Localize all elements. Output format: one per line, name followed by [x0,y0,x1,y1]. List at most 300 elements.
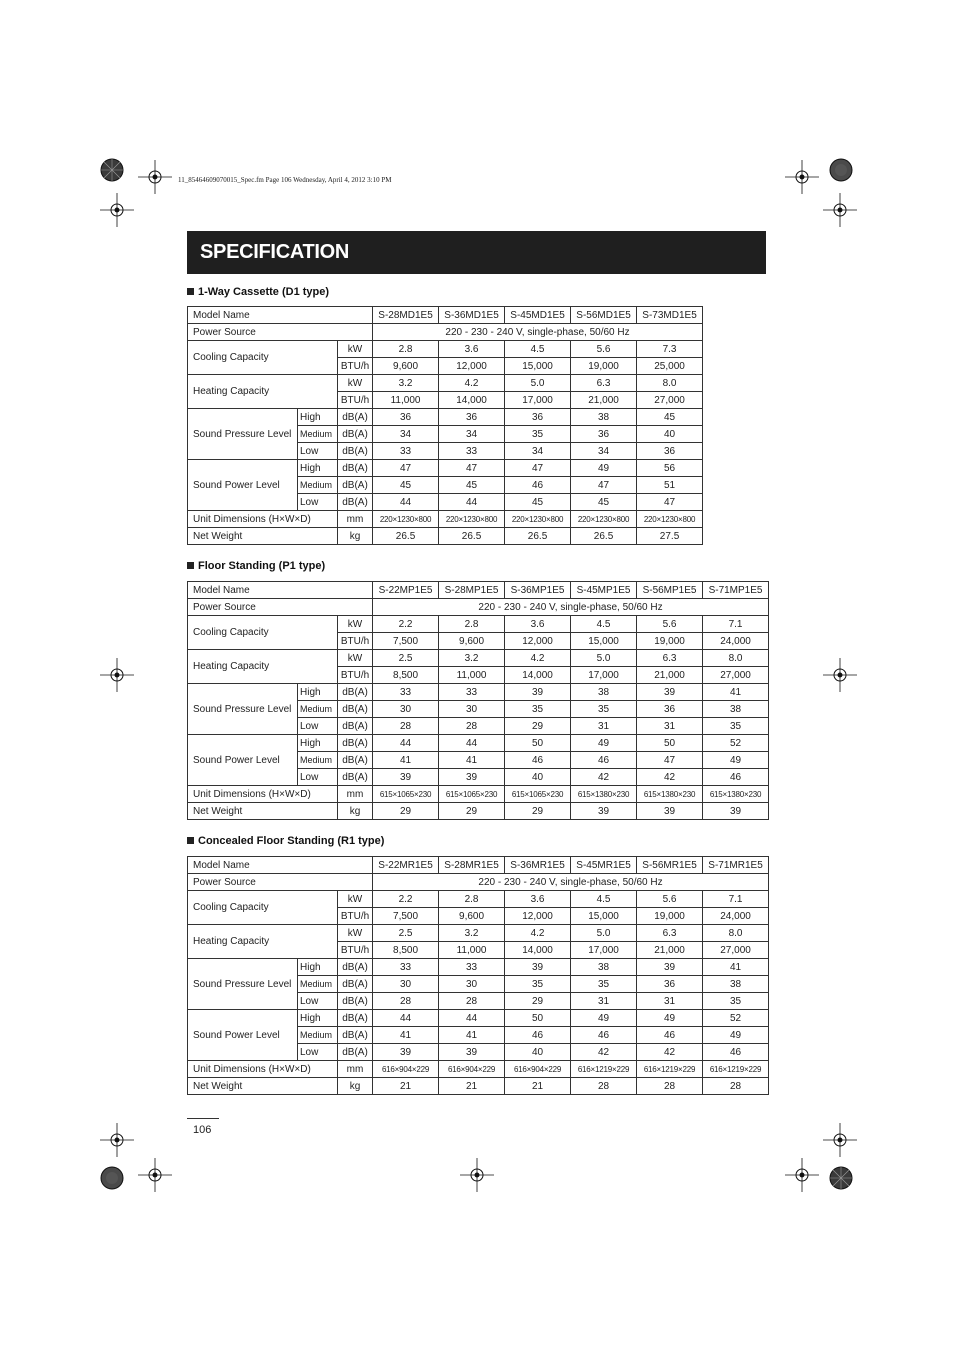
table-cell: 27.5 [637,528,703,545]
table-row [188,307,703,324]
table-cell: 39 [373,769,439,786]
table-cell: 8.0 [703,650,769,667]
table-cell: Medium [298,1027,338,1044]
table-cell: Power Source [188,324,373,341]
table-cell: S-56MD1E5 [571,307,637,324]
table-cell: 39 [637,959,703,976]
table-cell: 46 [505,752,571,769]
table-cell: 4.2 [505,925,571,942]
table-row [188,582,769,599]
table-cell: 50 [505,1010,571,1027]
table-cell: 3.2 [373,375,439,392]
table-cell: 42 [571,769,637,786]
table-cell: dB(A) [338,976,373,993]
table-cell: S-22MR1E5 [373,857,439,874]
table-cell: dB(A) [338,718,373,735]
table-cell: 49 [703,1027,769,1044]
table-cell: dB(A) [338,769,373,786]
table-cell: 615×1065×230 [505,786,571,803]
table-cell: BTU/h [338,633,373,650]
table-cell: 12,000 [439,358,505,375]
table-cell: 2.8 [373,341,439,358]
table-cell: 21 [505,1078,571,1095]
registration-mark-icon [100,193,134,227]
table-cell: 45 [373,477,439,494]
table-cell: Medium [298,976,338,993]
table-row [188,735,769,752]
section-heading-1way-cassette: 1-Way Cassette (D1 type) [187,286,329,298]
table-cell: 19,000 [637,908,703,925]
table-cell: 42 [637,769,703,786]
table-cell: S-45MP1E5 [571,582,637,599]
table-cell: 38 [571,684,637,701]
table-row [188,599,769,616]
table-cell: 38 [571,409,637,426]
table-cell: 616×1219×229 [637,1061,703,1078]
table-cell: 11,000 [439,667,505,684]
table-cell: Unit Dimensions (H×W×D) [188,786,338,803]
table-cell: 50 [637,735,703,752]
table-cell: Sound Pressure Level [188,684,298,735]
table-row [188,857,769,874]
table-cell: 45 [571,494,637,511]
table-cell: 36 [439,409,505,426]
table-row [188,460,703,477]
color-target-icon [829,158,853,182]
page-number-rule [187,1118,219,1119]
table-row [188,786,769,803]
table-cell: 616×1219×229 [571,1061,637,1078]
table-cell: S-36MD1E5 [439,307,505,324]
registration-mark-icon [785,1158,819,1192]
table-cell: 44 [373,494,439,511]
table-cell: 615×1380×230 [637,786,703,803]
table-cell: 4.5 [505,341,571,358]
table-cell: kW [338,375,373,392]
table-cell: dB(A) [338,752,373,769]
table-cell: 24,000 [703,633,769,650]
table-cell: 8,500 [373,667,439,684]
table-row [188,1078,769,1095]
table-row [188,684,769,701]
table-cell: S-45MD1E5 [505,307,571,324]
table-cell: 19,000 [571,358,637,375]
section-heading-concealed-floor-standing: Concealed Floor Standing (R1 type) [187,835,384,847]
table-cell: 39 [637,803,703,820]
table-cell: 35 [505,426,571,443]
table-cell: S-71MR1E5 [703,857,769,874]
spec-table-concealed-floor-standing [187,856,769,1095]
table-cell: 28 [571,1078,637,1095]
table-cell: dB(A) [338,426,373,443]
table-cell: 26.5 [505,528,571,545]
table-cell: 47 [637,494,703,511]
table-cell: 4.2 [505,650,571,667]
registration-mark-icon [785,160,819,194]
registration-mark-icon [138,1158,172,1192]
table-cell: 34 [505,443,571,460]
table-cell: 616×904×229 [439,1061,505,1078]
table-cell: 44 [373,1010,439,1027]
registration-mark-icon [138,160,172,194]
table-cell: 45 [439,477,505,494]
registration-mark-icon [100,658,134,692]
table-cell: 6.3 [637,925,703,942]
table-cell: 220×1230×800 [439,511,505,528]
table-cell: Net Weight [188,1078,338,1095]
table-cell: 39 [505,684,571,701]
table-cell: Low [298,443,338,460]
table-cell: 3.6 [439,341,505,358]
table-cell: 40 [637,426,703,443]
page-number: 106 [193,1124,212,1136]
table-cell: 45 [637,409,703,426]
table-cell: 5.0 [571,650,637,667]
table-cell: 28 [373,993,439,1010]
table-cell: 5.6 [637,891,703,908]
table-cell: 35 [571,701,637,718]
table-cell: 33 [373,443,439,460]
registration-mark-icon [100,1123,134,1157]
table-cell: 2.8 [439,616,505,633]
table-cell: kW [338,616,373,633]
table-cell: 50 [505,735,571,752]
table-cell: S-28MR1E5 [439,857,505,874]
table-cell: High [298,409,338,426]
table-row [188,324,703,341]
table-cell: BTU/h [338,392,373,409]
table-cell: 40 [505,769,571,786]
table-cell: High [298,959,338,976]
table-cell: 615×1065×230 [439,786,505,803]
registration-mark-icon [823,658,857,692]
table-cell: Heating Capacity [188,375,338,409]
table-cell: 46 [703,769,769,786]
table-row [188,375,703,392]
table-cell: 33 [439,443,505,460]
table-cell: 220×1230×800 [505,511,571,528]
table-cell: 38 [703,701,769,718]
table-cell: 4.5 [571,891,637,908]
table-cell: 14,000 [505,942,571,959]
table-cell: dB(A) [338,1027,373,1044]
table-cell: 36 [571,426,637,443]
table-cell: 51 [637,477,703,494]
table-cell: 33 [373,959,439,976]
table-cell: mm [338,511,373,528]
table-cell: Model Name [188,857,373,874]
table-cell: S-28MD1E5 [373,307,439,324]
table-cell: 615×1380×230 [571,786,637,803]
table-row [188,616,769,633]
table-cell: 615×1380×230 [703,786,769,803]
table-cell: Low [298,494,338,511]
table-cell: 220 - 230 - 240 V, single-phase, 50/60 Hz [373,874,769,891]
table-cell: S-22MP1E5 [373,582,439,599]
table-cell: 36 [373,409,439,426]
table-cell: 35 [505,701,571,718]
table-cell: Medium [298,701,338,718]
table-cell: 28 [439,993,505,1010]
table-cell: 35 [571,976,637,993]
table-cell: 39 [571,803,637,820]
table-cell: kW [338,650,373,667]
table-cell: 2.2 [373,616,439,633]
table-cell: 38 [703,976,769,993]
table-cell: 7.1 [703,616,769,633]
table-cell: S-45MR1E5 [571,857,637,874]
table-cell: 6.3 [571,375,637,392]
table-cell: BTU/h [338,942,373,959]
table-cell: 46 [505,1027,571,1044]
table-cell: dB(A) [338,959,373,976]
table-cell: High [298,684,338,701]
color-target-icon [829,1166,853,1190]
table-cell: dB(A) [338,443,373,460]
table-cell: 9,600 [373,358,439,375]
table-cell: 7,500 [373,633,439,650]
table-cell: 44 [439,494,505,511]
table-cell: kg [338,528,373,545]
table-cell: 220×1230×800 [571,511,637,528]
table-cell: 616×904×229 [373,1061,439,1078]
table-row [188,803,769,820]
table-cell: 14,000 [439,392,505,409]
table-cell: 52 [703,735,769,752]
table-cell: 34 [373,426,439,443]
table-cell: BTU/h [338,667,373,684]
table-cell: Sound Pressure Level [188,409,298,460]
table-cell: 11,000 [439,942,505,959]
table-cell: BTU/h [338,908,373,925]
table-cell: 33 [373,684,439,701]
table-row [188,341,703,358]
table-cell: Medium [298,752,338,769]
table-cell: dB(A) [338,477,373,494]
table-cell: Net Weight [188,803,338,820]
table-cell: 49 [571,460,637,477]
table-cell: S-71MP1E5 [703,582,769,599]
table-cell: 49 [637,1010,703,1027]
table-cell: 39 [637,684,703,701]
table-cell: 29 [505,718,571,735]
table-cell: Cooling Capacity [188,616,338,650]
table-cell: 31 [637,718,703,735]
table-row [188,959,769,976]
table-cell: 220 - 230 - 240 V, single-phase, 50/60 Hz [373,599,769,616]
title-banner [187,231,766,274]
spec-table-floor-standing [187,581,769,820]
table-cell: 5.0 [505,375,571,392]
table-cell: 15,000 [571,633,637,650]
table-cell: 29 [373,803,439,820]
table-cell: Heating Capacity [188,925,338,959]
table-cell: 2.8 [439,891,505,908]
table-cell: 36 [637,976,703,993]
page-title: SPECIFICATION [200,241,350,263]
color-target-icon [100,1166,124,1190]
table-cell: 41 [439,1027,505,1044]
spec-table-1way-cassette [187,306,703,545]
table-cell: 49 [571,735,637,752]
table-cell: 36 [637,701,703,718]
table-cell: 44 [373,735,439,752]
table-cell: 33 [439,959,505,976]
table-row [188,874,769,891]
table-cell: 616×904×229 [505,1061,571,1078]
table-cell: 29 [505,993,571,1010]
table-cell: 6.3 [637,650,703,667]
table-cell: 26.5 [373,528,439,545]
table-cell: S-56MR1E5 [637,857,703,874]
table-cell: 19,000 [637,633,703,650]
table-cell: 3.2 [439,650,505,667]
table-cell: Model Name [188,582,373,599]
table-cell: Low [298,769,338,786]
table-cell: 31 [571,993,637,1010]
table-cell: 616×1219×229 [703,1061,769,1078]
table-cell: 9,600 [439,633,505,650]
table-cell: kg [338,803,373,820]
table-cell: mm [338,1061,373,1078]
table-cell: 39 [505,959,571,976]
table-cell: kW [338,891,373,908]
table-row [188,1010,769,1027]
table-cell: 21,000 [637,942,703,959]
table-cell: 27,000 [703,667,769,684]
table-cell: 17,000 [571,942,637,959]
table-cell: Low [298,993,338,1010]
table-cell: 15,000 [505,358,571,375]
table-cell: Cooling Capacity [188,891,338,925]
table-cell: 39 [439,1044,505,1061]
table-cell: 26.5 [571,528,637,545]
table-cell: 4.2 [439,375,505,392]
table-cell: 7.3 [637,341,703,358]
table-cell: 30 [439,976,505,993]
table-cell: 25,000 [637,358,703,375]
table-cell: Unit Dimensions (H×W×D) [188,511,338,528]
table-cell: 30 [373,701,439,718]
table-cell: 27,000 [637,392,703,409]
table-row [188,650,769,667]
table-cell: High [298,460,338,477]
registration-mark-icon [460,1158,494,1192]
table-cell: dB(A) [338,460,373,477]
section-heading-floor-standing: Floor Standing (P1 type) [187,560,325,572]
table-cell: dB(A) [338,735,373,752]
table-cell: 47 [637,752,703,769]
table-cell: 34 [571,443,637,460]
table-cell: Unit Dimensions (H×W×D) [188,1061,338,1078]
table-cell: 11,000 [373,392,439,409]
table-row [188,925,769,942]
table-cell: 28 [373,718,439,735]
table-cell: 33 [439,684,505,701]
table-cell: Power Source [188,599,373,616]
table-cell: Sound Pressure Level [188,959,298,1010]
table-cell: kW [338,341,373,358]
table-cell: 8.0 [637,375,703,392]
table-cell: 24,000 [703,908,769,925]
table-cell: Net Weight [188,528,338,545]
table-cell: 2.2 [373,891,439,908]
table-cell: 5.0 [571,925,637,942]
table-cell: 41 [373,752,439,769]
square-bullet-icon [187,288,194,295]
table-cell: 5.6 [571,341,637,358]
table-cell: 8.0 [703,925,769,942]
table-cell: 26.5 [439,528,505,545]
table-cell: 35 [505,976,571,993]
table-cell: 29 [439,803,505,820]
table-cell: 38 [571,959,637,976]
table-cell: 44 [439,1010,505,1027]
table-cell: 28 [439,718,505,735]
table-cell: 56 [637,460,703,477]
table-row [188,891,769,908]
table-cell: 30 [439,701,505,718]
table-cell: 34 [439,426,505,443]
table-cell: 41 [373,1027,439,1044]
registration-mark-icon [823,193,857,227]
table-cell: dB(A) [338,684,373,701]
table-cell: 17,000 [505,392,571,409]
table-cell: 47 [505,460,571,477]
table-cell: Low [298,1044,338,1061]
table-cell: 39 [373,1044,439,1061]
table-cell: 31 [637,993,703,1010]
table-cell: 45 [505,494,571,511]
table-cell: Cooling Capacity [188,341,338,375]
table-cell: 35 [703,993,769,1010]
table-cell: 21 [373,1078,439,1095]
table-cell: 46 [505,477,571,494]
table-cell: 8,500 [373,942,439,959]
table-row [188,409,703,426]
table-cell: 31 [571,718,637,735]
table-cell: 29 [505,803,571,820]
table-cell: Power Source [188,874,373,891]
table-cell: 41 [439,752,505,769]
table-cell: 5.6 [637,616,703,633]
table-cell: Heating Capacity [188,650,338,684]
table-cell: 3.6 [505,616,571,633]
table-cell: 12,000 [505,633,571,650]
table-cell: 42 [571,1044,637,1061]
table-cell: dB(A) [338,1044,373,1061]
table-cell: 41 [703,959,769,976]
table-cell: Model Name [188,307,373,324]
table-cell: mm [338,786,373,803]
table-cell: 7.1 [703,891,769,908]
table-cell: 21,000 [637,667,703,684]
table-cell: 21,000 [571,392,637,409]
table-cell: dB(A) [338,409,373,426]
table-cell: 46 [703,1044,769,1061]
table-cell: S-56MP1E5 [637,582,703,599]
table-row [188,511,703,528]
table-cell: 30 [373,976,439,993]
table-cell: 52 [703,1010,769,1027]
table-row [188,1061,769,1078]
square-bullet-icon [187,837,194,844]
table-cell: BTU/h [338,358,373,375]
table-cell: 15,000 [571,908,637,925]
table-cell: 40 [505,1044,571,1061]
table-cell: 47 [439,460,505,477]
file-info: 11_85464609070015_Spec.fm Page 106 Wednesday, April 4, 2012 3:10 PM [178,176,392,184]
